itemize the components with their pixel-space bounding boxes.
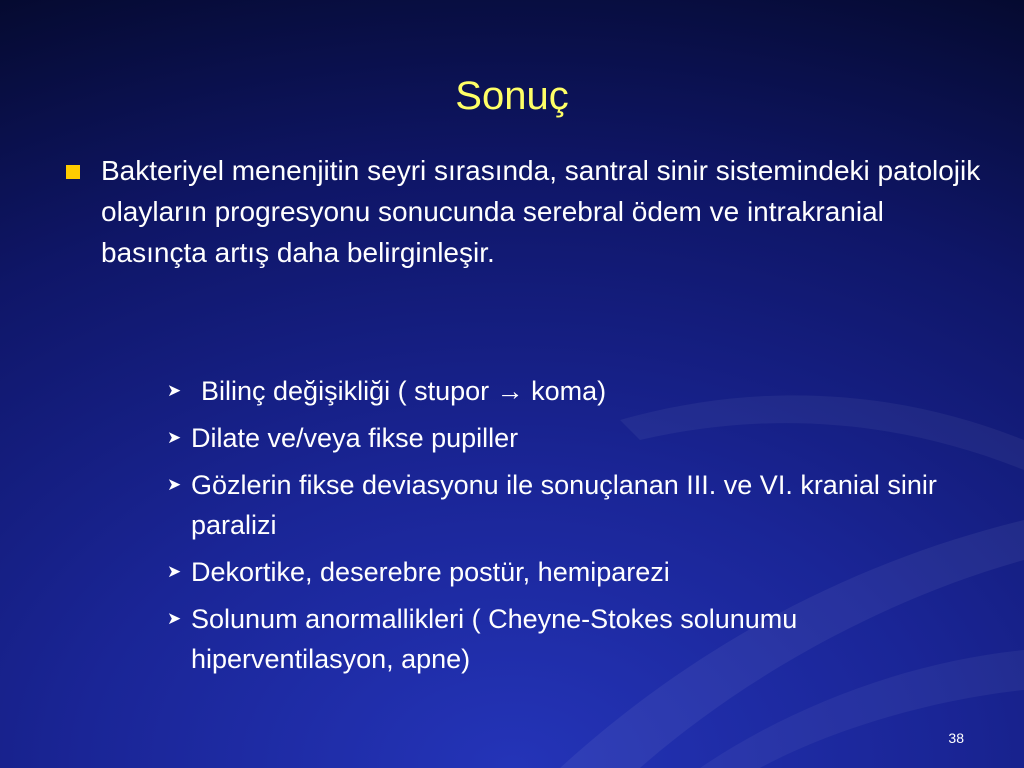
chevron-right-icon: ➤ xyxy=(167,381,182,400)
sub-bullet-list xyxy=(167,371,987,686)
sub-bullet-text xyxy=(191,376,606,406)
sub-bullet-text: Dilate ve/veya fikse pupiller xyxy=(191,423,519,453)
sub-bullet-text: Dekortike, deserebre postür, hemiparezi xyxy=(191,557,670,587)
chevron-right-icon: ➤ xyxy=(167,562,182,581)
arrow-right-icon: → xyxy=(496,376,524,406)
page-number: 38 xyxy=(948,730,964,746)
sub-bullet-item xyxy=(167,418,987,458)
sub-bullet-item xyxy=(167,465,987,545)
sub-bullet-text-before: Bilinç değişikliği ( stupor xyxy=(201,376,497,406)
square-bullet-icon xyxy=(66,165,80,179)
slide-title: Sonuç xyxy=(455,74,569,118)
chevron-right-icon: ➤ xyxy=(167,475,182,494)
sub-bullet-item xyxy=(167,599,987,679)
sub-bullet-text: Solunum anormallikleri ( Cheyne-Stokes solunumu hiperventilasyon, apne) xyxy=(191,604,798,674)
main-bullet-text: Bakteriyel menenjitin seyri sırasında, santral sinir sistemindeki patolojik olayların progresyonu sonucunda serebral ödem ve intrakranial basınçta artış daha belirginleşir. xyxy=(101,155,981,268)
chevron-right-icon: ➤ xyxy=(167,428,182,447)
sub-bullet-text: Gözlerin fikse deviasyonu ile sonuçlanan III. ve VI. kranial sinir paralizi xyxy=(191,470,937,540)
chevron-right-icon: ➤ xyxy=(167,609,182,628)
sub-bullet-item xyxy=(167,552,987,592)
sub-bullet-text-after: koma) xyxy=(523,376,607,406)
sub-bullet-item xyxy=(167,371,987,411)
